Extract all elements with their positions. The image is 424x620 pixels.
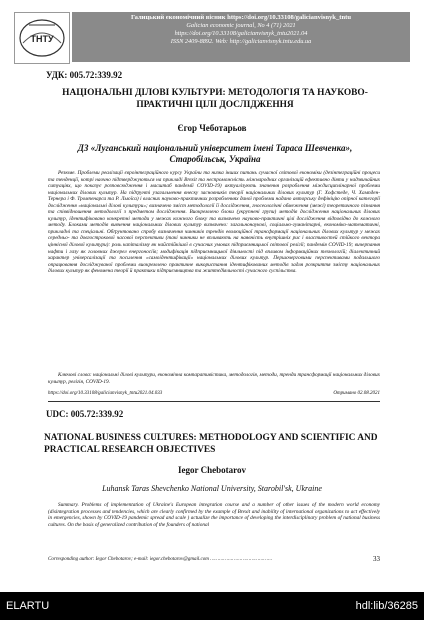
abstract-en: Summary. Problems of implementation of Ukraine's European integration course and a number of other issues of the modern world economy (disintegration processes and tendencies, which are clearly confirmed by the example of Brexit and inability of international organizations to act effectively in emergencies, shown by COVID-19 pandemic spread and scale ) actualize the importance of developing the interdisciplinary problem of national business cultures. On the basis of generalized contribution of the founders of national	[48, 502, 380, 528]
page-number: 33	[373, 555, 380, 563]
journal-info-bar	[72, 12, 410, 62]
section-divider	[48, 401, 380, 402]
udc-code: UDC: 005.72:339.92	[46, 409, 124, 419]
affiliation-uk: ДЗ «Луганський національний університет імені Тараса Шевченка», Старобільськ, Україна	[77, 143, 353, 164]
journal-issue: Galician economic journal, No 4 (71) 2021	[186, 22, 296, 29]
article-title-en: NATIONAL BUSINESS CULTURES: METHODOLOGY AND SCIENTIFIC AND PRACTICAL RESEARCH OBJECTIVES	[44, 433, 378, 455]
journal-title: Галицький економічний вісник https://doi.org/10.33108/galicianvisnyk_tntu	[131, 14, 351, 21]
author-name-en: Iegor Chebotarov	[178, 465, 246, 475]
journal-logo	[14, 12, 70, 64]
issue-doi: https://doi.org/10.33108/galicianvisnyk_tntu2021.04	[174, 30, 308, 37]
logo-text: ТНТУ	[30, 34, 54, 44]
author-name-uk: Єгор Чеботарьов	[177, 123, 247, 133]
page-footer	[48, 557, 380, 562]
article-doi-row	[48, 391, 380, 396]
keywords-uk: Ключові слова: національні ділові культури, економічна компаративістика, методологія, методи, тренди трансформації національних ділових культур, релігія, COVID-19.	[48, 372, 380, 385]
handle-id[interactable]: hdl:lib/36285	[355, 600, 418, 612]
journal-header	[14, 10, 410, 64]
abstract-uk: Резюме. Проблеми реалізації євроінтеграційного курсу України та низка інших питань сучасної світової економіки (дезінтеграційні процеси та тенденції, котрі наочно підтверджуються на прикладі Brexit та неспроможність міжнародних організацій ефективно діяти у надзвичайних ситуаціях, що показує розповсюдження і масштаб пандемії COVID-19) актуалізують значення розроблення міждисциплінарної проблеми національних ділових культур. На підґрунті узагальнення внеску засновників теорії національних ділових культур (Г. Хофстеде, Ч. Хампден-Тернера і Ф. Тромпенарса та Р. Льюїса) і власних науково-практичних розробленнях даної проблеми надано авторську дефініцію опірної категорії дослідження «національні ділові культури»; визначено зміст методології її дослідження, гносеологічні обмеження (межі) теоретичного пізнання та співвідношення методології з предметом дослідження. Виокремлено блоки (укрупнені групи) методів дослідження національних ділових культур, ідентифіковано конкретні методи у межах кожного блоку та визначено науково-практичні цілі дослідження відповідно до кожного методу. Блоками методів вивчення національних ділових культур визначено: загальнонаукові, соціально-гуманітарні, економіко-математичні, прикладні та спеціальні. Обґрунтовано спробу визначення чинників трендів еволюційної трансформації національних ділових культур у межах середньо- та довгострокової часової перспективи (такі чинники не впливають на наявність внутрішніх рис і властивостей стійкого вектора ціннісної ділової культури): роль капіталізму як найстійкішої в сучасних умовах підприємницької світової релігії; пандемія COVID-19; вичерпання нафти і газу як головних джерел енергоносіїв; модифікація підприємницької діяльності під впливом інформаційних технологій; діалектичний характер універсалізації та посилення «самоідентифікації» національних ділових культур. Першочерговими перспективами подальшого опрацювання досліджуваної проблеми виокремлено практичне використання ідентифікованих методів задля розкриття змісту національних ділових культур як феномена теорії й практики підприємництва та життєдіяльності сучасного суспільства.	[48, 170, 380, 275]
journal-issn: ISSN 2409-8892. Web: http://galicianvisnyk.tntu.edu.ua	[170, 38, 312, 45]
article-doi-link[interactable]: https://doi.org/10.33108/galicianvisnyk_tntu2021.04.033	[48, 391, 163, 396]
repository-name: ELARTU	[6, 600, 50, 612]
corresponding-author: Corresponding author: Iegor Chebotarov; e-mail: iegor.chebotarov@gmail.com ……………………………………	[48, 557, 273, 562]
affiliation-en: Luhansk Taras Shevchenko National University, Starobil'sk, Ukraine	[102, 484, 322, 493]
tntu-logo-icon	[15, 13, 69, 63]
repository-bar	[0, 592, 424, 620]
received-date: Отримано 02.08.2021	[333, 391, 380, 396]
article-title-uk: НАЦІОНАЛЬНІ ДІЛОВІ КУЛЬТУРИ: МЕТОДОЛОГІЯ ТА НАУКОВО-ПРАКТИЧНІ ЦІЛІ ДОСЛІДЖЕННЯ	[62, 88, 368, 110]
udk-code: УДК: 005.72:339.92	[46, 70, 123, 80]
